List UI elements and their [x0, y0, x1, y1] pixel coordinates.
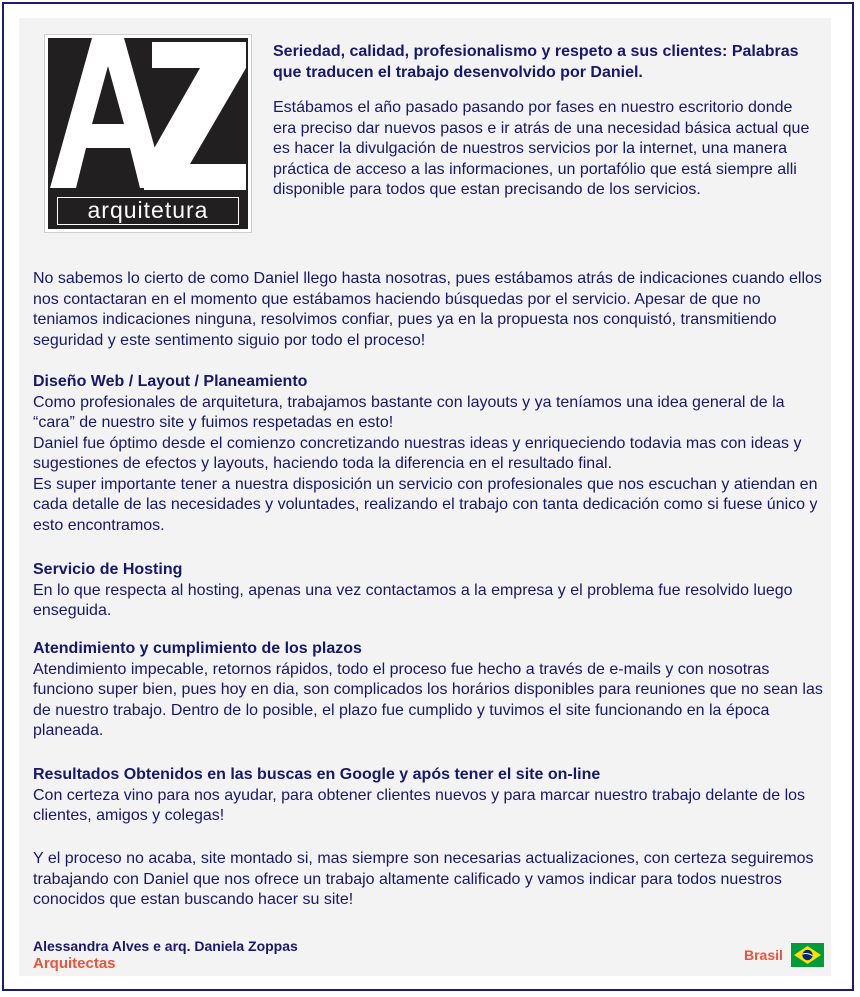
intro-block	[273, 42, 818, 201]
section-results	[33, 765, 828, 827]
paragraph-text: No sabemos lo cierto de como Daniel llego hasta nosotras, pues estábamos atrás de indicaciones cuando ellos nos contactaran en el momento que estábamos haciendo búsquedas por el servicio. Apesar de que no teniamos indicaciones ninguna, resolvimos confiar, pues ya en la propuesta nos conquistó, transmitiendo seguridad y este sentimento siguio por todo el proceso!	[33, 270, 822, 349]
intro-lead: Seriedad, calidad, profesionalismo y respeto a sus clientes: Palabras que traducen el trabajo desenvolvido por Daniel.	[273, 43, 799, 81]
section-heading: Atendimiento y cumplimiento de los plazos	[33, 640, 362, 657]
section-line: En lo que respecta al hosting, apenas una vez contactamos a la empresa y el problema fue resolvido luego enseguida.	[33, 581, 793, 619]
brazil-flag-icon	[791, 943, 824, 967]
intro-body: Estábamos el año pasado pasando por fases en nuestro escritorio donde era preciso dar nuevos pasos e ir atrás de una necesidad básica actual que es hacer la divulgación de nuestros servicios por la internet, una manera práctica de acceso a las informaciones, un portafólio que está siempre alli disponible para todos que estan precisando de los servicios.	[273, 99, 810, 198]
section-line: Con certeza vino para nos ayudar, para obtener clientes nuevos y para marcar nuestro trabajo delante de los clientes, amigos y colegas!	[33, 786, 806, 824]
section-line: Es super importante tener a nuestra disposición un servicio con profesionales que nos escuchan y atiendan en cada detalle de las necesidades y voluntades, realizando el trabajo con tanta dedicación como si fuese único y esto encontramos.	[33, 475, 818, 534]
signature-role: Arquitectas	[33, 955, 116, 972]
az-arquitetura-logo	[45, 35, 251, 232]
section-design	[33, 372, 828, 536]
signature	[33, 938, 298, 972]
az-letters-logo-icon	[48, 38, 248, 198]
country-label: Brasil	[744, 947, 783, 963]
section-hosting	[33, 560, 828, 622]
section-line: Atendimiento impecable, retornos rápidos, todo el proceso fue hecho a través de e-mails y con nosotras funciono super bien, pues hoy en dia, son complicados los horários disponibles para reuniones que no sean las de nuestro trabajo. Dentro de lo posible, el plazo fue cumplido y tuvimos el site funcionando en la época planeada.	[33, 660, 823, 739]
section-heading: Diseño Web / Layout / Planeamiento	[33, 373, 308, 390]
section-deadlines	[33, 639, 828, 742]
closing-paragraph	[33, 849, 828, 911]
paragraph-origin	[33, 269, 828, 351]
logo-caption: arquitetura	[57, 197, 239, 225]
closing-text: Y el proceso no acaba, site montado si, mas siempre son necesarias actualizaciones, con certeza seguiremos trabajando con Daniel que nos ofrece un trabajo altamente calificado y vamos indicar para todos nuestros conocidos que estan buscando hacer su site!	[33, 850, 814, 908]
section-line: Daniel fue óptimo desde el comienzo concretizando nuestras ideas y enriqueciendo todavia mas con ideas y sugestiones de efectos y layouts, haciendo toda la diferencia en el resultado final.	[33, 434, 802, 472]
section-heading: Resultados Obtenidos en las buscas en Google y após tener el site on-line	[33, 766, 601, 783]
section-line: Como profesionales de arquitetura, trabajamos bastante con layouts y ya teníamos una idea general de la “cara” de nuestro site y fuimos respetadas en esto!	[33, 393, 785, 431]
signature-names: Alessandra Alves e arq. Daniela Zoppas	[33, 938, 298, 954]
section-heading: Servicio de Hosting	[33, 561, 183, 578]
